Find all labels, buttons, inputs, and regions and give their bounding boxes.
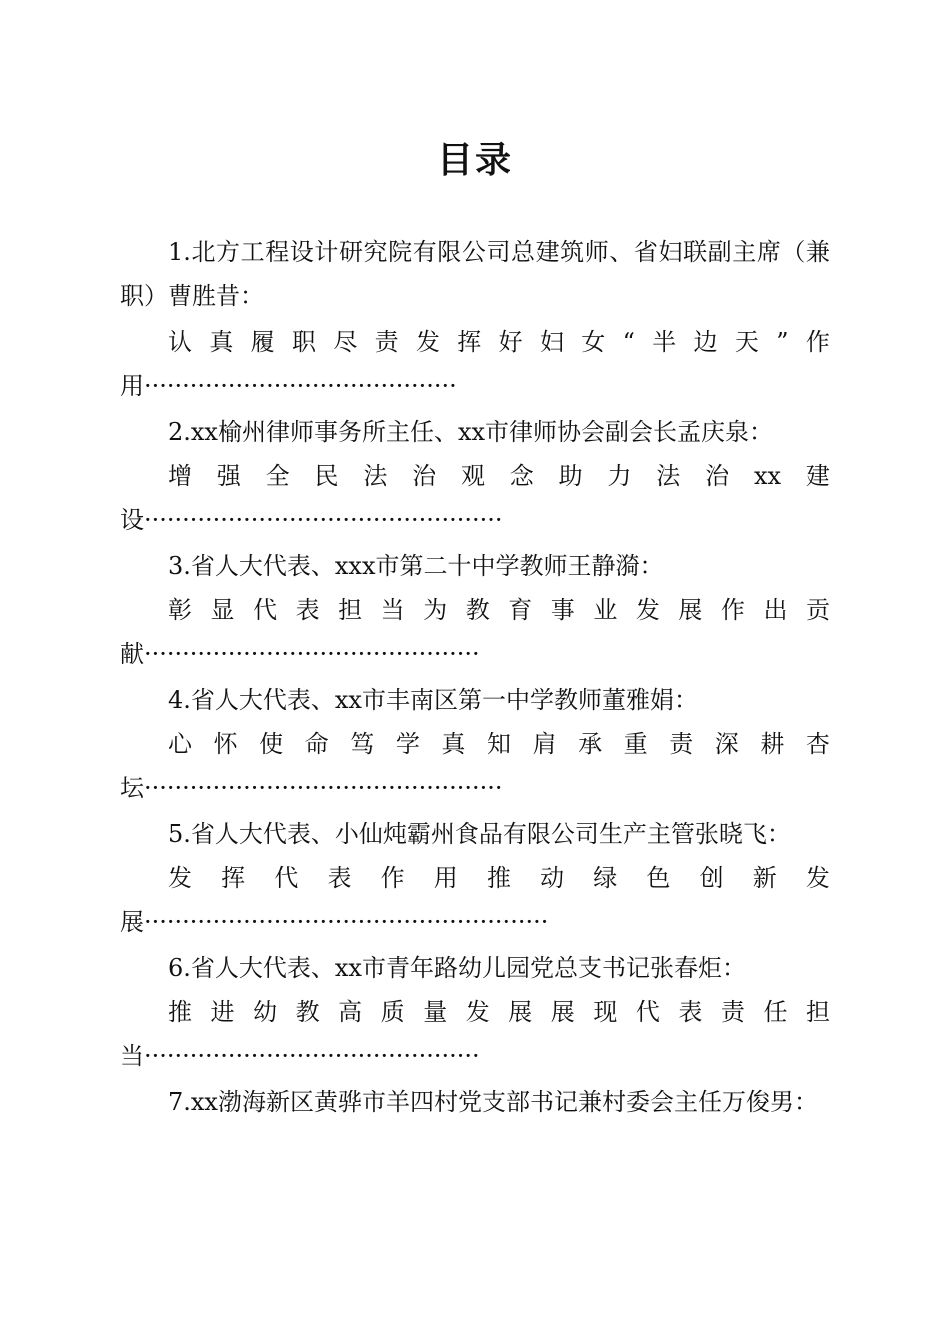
subtitle-glyph: 助 <box>558 462 583 490</box>
toc-entry-subtitle <box>168 858 830 898</box>
subtitle-glyph: 学 <box>395 730 420 758</box>
subtitle-glyph: 半 <box>652 328 677 356</box>
subtitle-glyph: 尽 <box>333 328 358 356</box>
subtitle-glyph: 表 <box>295 596 320 624</box>
subtitle-glyph: 代 <box>635 998 660 1026</box>
subtitle-glyph: 天 <box>734 328 759 356</box>
subtitle-glyph: 教 <box>295 998 320 1026</box>
subtitle-glyph: 法 <box>363 462 388 490</box>
toc-entry-tail-char: 展 <box>120 908 144 936</box>
subtitle-glyph: 展 <box>508 998 533 1026</box>
subtitle-glyph: 承 <box>578 730 603 758</box>
toc-entry-heading: 7.xx渤海新区黄骅市羊四村党支部书记兼村委会主任万俊男： <box>168 1088 818 1116</box>
toc-leader-dots: ············································ <box>144 1042 480 1070</box>
subtitle-glyph: 妇 <box>539 328 564 356</box>
subtitle-glyph: 现 <box>593 998 618 1026</box>
subtitle-glyph: 高 <box>338 998 363 1026</box>
subtitle-glyph: 推 <box>486 864 511 892</box>
subtitle-glyph: 新 <box>752 864 777 892</box>
toc-entry-tail <box>120 768 503 808</box>
subtitle-glyph: 怀 <box>213 730 238 758</box>
toc-entry-tail <box>120 366 457 406</box>
subtitle-glyph: 使 <box>259 730 284 758</box>
subtitle-glyph: 创 <box>699 864 724 892</box>
subtitle-glyph: 发 <box>635 596 660 624</box>
subtitle-glyph: 幼 <box>253 998 278 1026</box>
subtitle-glyph: 增 <box>168 462 192 490</box>
subtitle-glyph: 真 <box>441 730 466 758</box>
subtitle-glyph: 认 <box>168 328 192 356</box>
subtitle-glyph: 担 <box>338 596 363 624</box>
subtitle-glyph: 作 <box>805 328 830 356</box>
subtitle-glyph: 责 <box>669 730 694 758</box>
toc-leader-dots: ····················································· <box>144 908 549 936</box>
subtitle-glyph: 知 <box>486 730 511 758</box>
subtitle-glyph: 责 <box>374 328 399 356</box>
subtitle-glyph: 履 <box>250 328 275 356</box>
subtitle-glyph: 耕 <box>760 730 785 758</box>
subtitle-glyph: 治 <box>705 462 730 490</box>
subtitle-glyph: 表 <box>327 864 352 892</box>
subtitle-glyph: 女 <box>581 328 606 356</box>
subtitle-glyph: 心 <box>168 730 192 758</box>
toc-entry-heading: 5.省人大代表、小仙炖霸州食品有限公司生产主管张晓飞： <box>168 820 791 848</box>
subtitle-glyph: 挥 <box>221 864 246 892</box>
toc-leader-dots: ········································· <box>144 372 457 400</box>
subtitle-glyph: 色 <box>646 864 671 892</box>
subtitle-glyph: 显 <box>210 596 235 624</box>
subtitle-glyph: 动 <box>540 864 565 892</box>
toc-leader-dots: ··············································· <box>144 506 503 534</box>
toc-entry-subtitle <box>168 724 830 764</box>
subtitle-glyph: xx <box>753 462 782 490</box>
subtitle-glyph: 建 <box>805 462 830 490</box>
subtitle-glyph: 发 <box>805 864 830 892</box>
subtitle-glyph: 用 <box>433 864 458 892</box>
toc-title: 目录 <box>436 139 513 181</box>
subtitle-glyph: 发 <box>415 328 440 356</box>
subtitle-glyph: 事 <box>550 596 575 624</box>
toc-entry-tail-char: 用 <box>120 372 144 400</box>
subtitle-glyph: 观 <box>460 462 485 490</box>
toc-entry-tail <box>120 500 503 540</box>
subtitle-glyph: ” <box>776 328 789 356</box>
subtitle-glyph: 法 <box>656 462 681 490</box>
subtitle-glyph: 真 <box>209 328 234 356</box>
subtitle-glyph: 治 <box>412 462 437 490</box>
subtitle-glyph: 责 <box>720 998 745 1026</box>
toc-entry-subtitle <box>168 992 830 1032</box>
subtitle-glyph: 育 <box>508 596 533 624</box>
subtitle-glyph: 边 <box>693 328 718 356</box>
subtitle-glyph: 念 <box>509 462 534 490</box>
subtitle-glyph: 笃 <box>350 730 375 758</box>
subtitle-glyph: 职 <box>291 328 316 356</box>
subtitle-glyph: 任 <box>763 998 788 1026</box>
subtitle-glyph: 代 <box>253 596 278 624</box>
subtitle-glyph: 担 <box>805 998 830 1026</box>
subtitle-glyph: 深 <box>714 730 739 758</box>
subtitle-glyph: “ <box>622 328 635 356</box>
toc-entry-tail <box>120 902 548 942</box>
subtitle-glyph: 肩 <box>532 730 557 758</box>
subtitle-glyph: 推 <box>168 998 192 1026</box>
subtitle-glyph: 作 <box>380 864 405 892</box>
toc-entry-tail <box>120 1036 480 1076</box>
subtitle-glyph: 全 <box>265 462 290 490</box>
subtitle-glyph: 强 <box>216 462 241 490</box>
subtitle-glyph: 教 <box>465 596 490 624</box>
toc-entry-heading: 1.北方工程设计研究院有限公司总建筑师、省妇联副主席（兼职）曹胜昔： <box>120 238 830 310</box>
toc-leader-dots: ············································ <box>144 640 480 668</box>
toc-entry-heading: 6.省人大代表、xx市青年路幼儿园党总支书记张春炬： <box>168 954 746 982</box>
subtitle-glyph: 当 <box>380 596 405 624</box>
subtitle-glyph: 业 <box>593 596 618 624</box>
subtitle-glyph: 出 <box>763 596 788 624</box>
toc-entry-tail <box>120 634 480 674</box>
toc-entry-heading: 4.省人大代表、xx市丰南区第一中学教师董雅娟： <box>168 686 698 714</box>
subtitle-glyph: 民 <box>314 462 339 490</box>
subtitle-glyph: 力 <box>607 462 632 490</box>
toc-leader-dots: ··············································· <box>144 774 503 802</box>
toc-entry-subtitle <box>168 590 830 630</box>
toc-entry-tail-char: 设 <box>120 506 144 534</box>
subtitle-glyph: 重 <box>623 730 648 758</box>
subtitle-glyph: 贡 <box>805 596 830 624</box>
toc-entry-tail-char: 献 <box>120 640 144 668</box>
toc-entry-subtitle <box>168 456 830 496</box>
subtitle-glyph: 好 <box>498 328 523 356</box>
toc-entry-tail-char: 坛 <box>120 774 144 802</box>
subtitle-glyph: 挥 <box>457 328 482 356</box>
subtitle-glyph: 杏 <box>805 730 830 758</box>
toc-entry-heading: 2.xx榆州律师事务所主任、xx市律师协会副会长孟庆泉： <box>168 418 774 446</box>
subtitle-glyph: 命 <box>304 730 329 758</box>
subtitle-glyph: 发 <box>168 864 192 892</box>
subtitle-glyph: 量 <box>423 998 448 1026</box>
subtitle-glyph: 代 <box>274 864 299 892</box>
toc-entry-subtitle <box>168 322 830 362</box>
toc-entry-heading: 3.省人大代表、xxx市第二十中学教师王静漪： <box>168 552 664 580</box>
subtitle-glyph: 展 <box>678 596 703 624</box>
subtitle-glyph: 进 <box>210 998 235 1026</box>
subtitle-glyph: 质 <box>380 998 405 1026</box>
subtitle-glyph: 作 <box>720 596 745 624</box>
subtitle-glyph: 绿 <box>593 864 618 892</box>
subtitle-glyph: 彰 <box>168 596 192 624</box>
subtitle-glyph: 表 <box>678 998 703 1026</box>
toc-entry-tail-char: 当 <box>120 1042 144 1070</box>
subtitle-glyph: 展 <box>550 998 575 1026</box>
subtitle-glyph: 发 <box>465 998 490 1026</box>
subtitle-glyph: 为 <box>423 596 448 624</box>
